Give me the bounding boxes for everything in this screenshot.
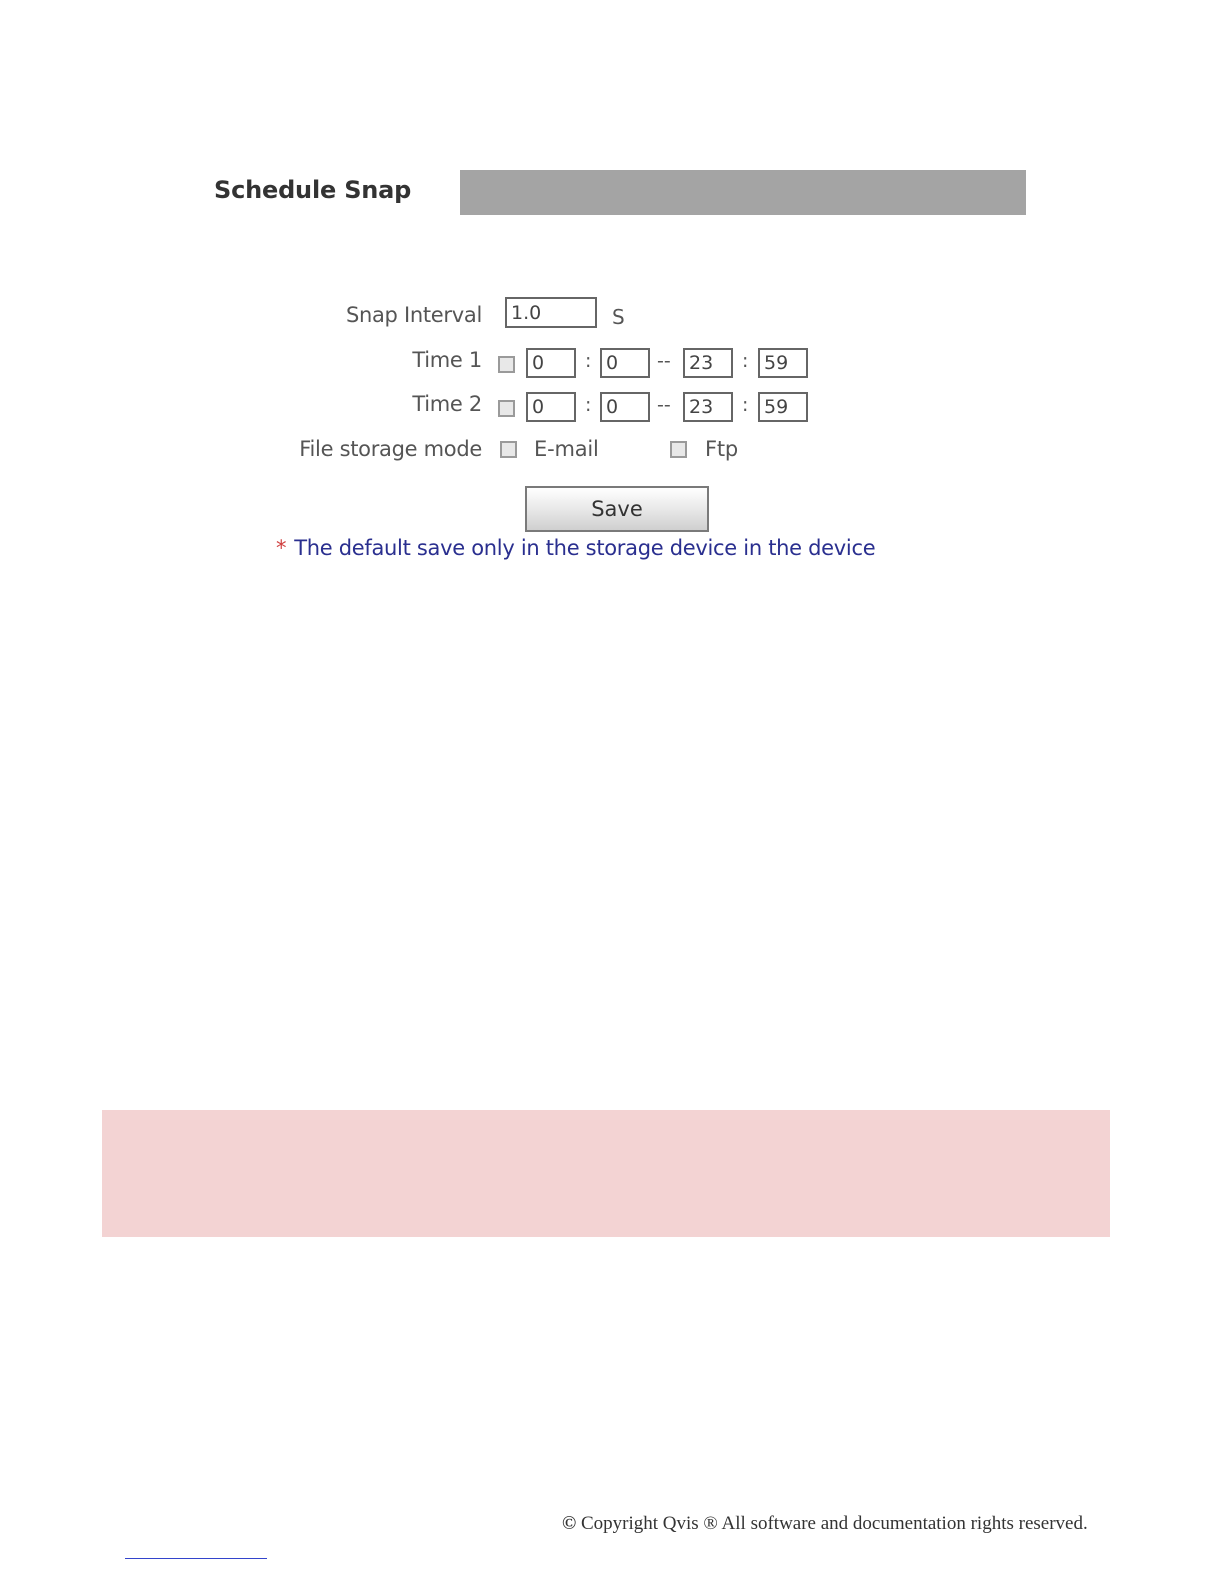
time2-start-hour-input[interactable] (526, 392, 576, 422)
copyright-icon: © (562, 1513, 577, 1534)
footer-rule (125, 1558, 267, 1559)
email-checkbox[interactable] (500, 441, 517, 458)
time2-colon-1: : (585, 394, 592, 416)
time1-start-minute-input[interactable] (600, 348, 650, 378)
time1-end-minute-input[interactable] (758, 348, 808, 378)
time1-label: Time 1 (412, 348, 482, 372)
file-storage-mode-label: File storage mode (299, 437, 482, 461)
snap-interval-input[interactable] (505, 297, 597, 328)
time2-label: Time 2 (412, 392, 482, 416)
copyright-footer (562, 1513, 1088, 1535)
section-title: Schedule Snap (214, 176, 412, 204)
snap-interval-unit: S (612, 305, 625, 329)
time1-end-hour-input[interactable] (683, 348, 733, 378)
copyright-text: Copyright Qvis ® All software and documentation rights reserved. (580, 1513, 1088, 1534)
section-title-bar (460, 170, 1026, 215)
default-save-note (276, 536, 875, 560)
time1-checkbox[interactable] (498, 356, 515, 373)
email-option-label: E-mail (534, 437, 599, 461)
time1-dash: -- (657, 350, 671, 372)
save-button[interactable]: Save (525, 486, 709, 532)
note-text: The default save only in the storage device in the device (294, 536, 876, 560)
highlight-band (102, 1110, 1110, 1237)
time1-colon-2: : (742, 350, 749, 372)
time2-end-minute-input[interactable] (758, 392, 808, 422)
snap-interval-label: Snap Interval (345, 303, 482, 327)
time1-colon-1: : (585, 350, 592, 372)
time2-checkbox[interactable] (498, 400, 515, 417)
time2-dash: -- (657, 394, 671, 416)
note-asterisk: * (276, 536, 287, 560)
time2-end-hour-input[interactable] (683, 392, 733, 422)
ftp-checkbox[interactable] (670, 441, 687, 458)
ftp-option-label: Ftp (705, 437, 739, 461)
time1-start-hour-input[interactable] (526, 348, 576, 378)
time2-colon-2: : (742, 394, 749, 416)
time2-start-minute-input[interactable] (600, 392, 650, 422)
